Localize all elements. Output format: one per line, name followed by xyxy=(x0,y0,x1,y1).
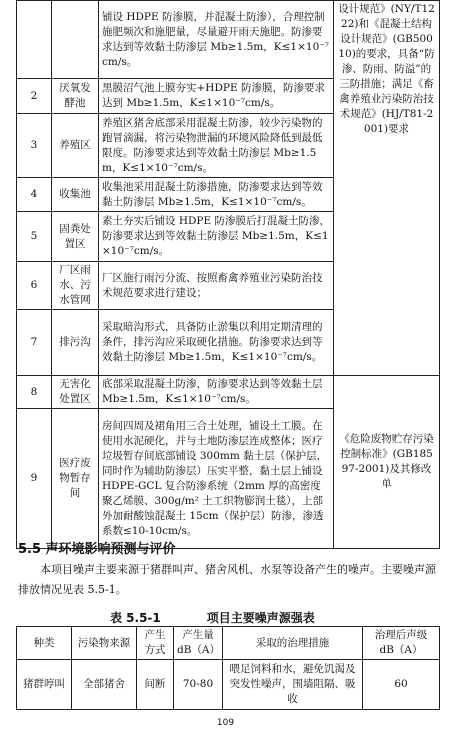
row-number: 4 xyxy=(17,178,52,212)
measure-text: 厂区施行雨污分流、按照畜禽养殖业污染防治技术规范要求进行建设； xyxy=(99,262,334,310)
table-header-row xyxy=(17,627,440,660)
area-name xyxy=(52,1,99,79)
area-name: 厌氧发酵池 xyxy=(52,79,99,114)
column-header: 产生量 dB（A） xyxy=(174,627,223,660)
row-number: 5 xyxy=(17,212,52,262)
table-row xyxy=(17,376,440,409)
table-cell: 猪群哼叫 xyxy=(17,660,72,710)
measure-text: 素土夯实后铺设 HDPE 防渗膜后打混凝土防渗，防渗要求达到等效黏土防渗层 Mb≥1.5m，K≤1×10⁻⁷cm/s。 xyxy=(99,212,334,262)
seepage-measures-table xyxy=(16,0,440,549)
column-header: 种类 xyxy=(17,627,72,660)
table-row xyxy=(17,660,440,710)
column-header: 采取的治理措施 xyxy=(223,627,363,660)
measure-text: 收集池采用混凝土防渗措施，防渗要求达到等效黏土防渗层 Mb≥1.5m，K≤1×10⁻⁷cm/s。 xyxy=(99,178,334,212)
row-number: 6 xyxy=(17,262,52,310)
row-number: 8 xyxy=(17,376,52,409)
body-paragraph: 本项目噪声主要来源于猪群叫声、猪舍风机、水泵等设备产生的噪声。主要噪声源排放情况见表 5.5-1。 xyxy=(18,563,436,596)
column-header: 污染物来源 xyxy=(72,627,137,660)
noise-source-table xyxy=(16,626,440,710)
table-cell: 70-80 xyxy=(174,660,223,710)
section-heading: 5.5 声环境影响预测与评价 xyxy=(18,542,176,557)
table-caption-title: 项目主要噪声源强表 xyxy=(206,611,315,625)
table-cell: 60 xyxy=(363,660,440,710)
table-caption-id: 表 5.5-1 xyxy=(110,611,161,625)
row-number: 7 xyxy=(17,310,52,376)
column-header: 产生方式 xyxy=(137,627,174,660)
regulatory-basis: 《危险废物贮存污染控制标准》(GB18597-2001)及其修改单 xyxy=(334,376,440,549)
measure-text: 黑膜沼气池上膜夯实+HDPE 防渗膜，防渗要求达到 Mb≥1.5m，K≤1×10⁻⁷cm/s。 xyxy=(99,79,334,114)
measure-text: 采取暗沟形式，具备防止淤集以利用定期清理的条件，排污沟应采取硬化措施。防渗要求达到等效黏土防渗层 Mb≥1.5m，K≤1×10⁻⁷cm/s。 xyxy=(99,310,334,376)
measure-text: 房间四周及裙角用三合土处理，铺设土工膜。在使用水泥硬化，并与土地防渗层连成整体；医疗垃圾暂存间底部铺设 300mm 黏土层（保护层，同时作为辅助防渗层）压实平整，黏土层上铺设 HDPE-GCL 复合防渗系统（2mm 厚的高密度聚乙烯膜、300g/m² 土工织物膨润土毯），上部外加耐酸蚀混凝土 15cm（保护层）防渗，渗透系数≤10-10cm/s。 xyxy=(99,409,334,549)
column-header: 治理后声级 dB（A） xyxy=(363,627,440,660)
page-number: 109 xyxy=(216,718,235,728)
measure-text: 底部采取混凝土防渗，防渗要求达到等效黏土层 Mb≥1.5m，K≤1×10⁻⁷cm/s。 xyxy=(99,376,334,409)
table-cell: 间断 xyxy=(137,660,174,710)
row-number xyxy=(17,1,52,79)
row-number: 9 xyxy=(17,409,52,549)
table-cell: 喂足饲料和水，避免饥渴及突发性噪声，围墙阻隔、吸收 xyxy=(223,660,363,710)
area-name: 厂区雨水、污水管网 xyxy=(52,262,99,310)
table-caption xyxy=(110,609,361,626)
area-name: 医疗废物暂存间 xyxy=(52,409,99,549)
table-cell: 全部猪舍 xyxy=(72,660,137,710)
area-name: 排污沟 xyxy=(52,310,99,376)
area-name: 无害化处置区 xyxy=(52,376,99,409)
regulatory-basis: 设计规范》(NY/T1222)和《混凝土结构设计规范》(GB50010)的要求，具备“防渗、防雨、防溢”的三防措施；满足《畜禽养殖业污染防治技术规范》(HJ/T81-2001)要求 xyxy=(334,1,440,376)
row-number: 2 xyxy=(17,79,52,114)
table-row xyxy=(17,1,440,79)
measure-text: 铺设 HDPE 防渗膜，并混凝土防渗），合理控制施肥频次和施肥量，尽量避开雨天施肥。防渗要求达到等效黏土防渗层 Mb≥1.5m，K≤1×10⁻⁷cm/s。 xyxy=(99,1,334,79)
area-name: 固粪处置区 xyxy=(52,212,99,262)
area-name: 收集池 xyxy=(52,178,99,212)
row-number: 3 xyxy=(17,114,52,178)
area-name: 养殖区 xyxy=(52,114,99,178)
measure-text: 养殖区猪舍底部采用混凝土防渗，较少污染物的跑冒滴漏，将污染物泄漏的环境风险降低到最低限度。防渗要求达到等效黏土防渗层 Mb≥1.5m，K≤1×10⁻⁷cm/s。 xyxy=(99,114,334,178)
